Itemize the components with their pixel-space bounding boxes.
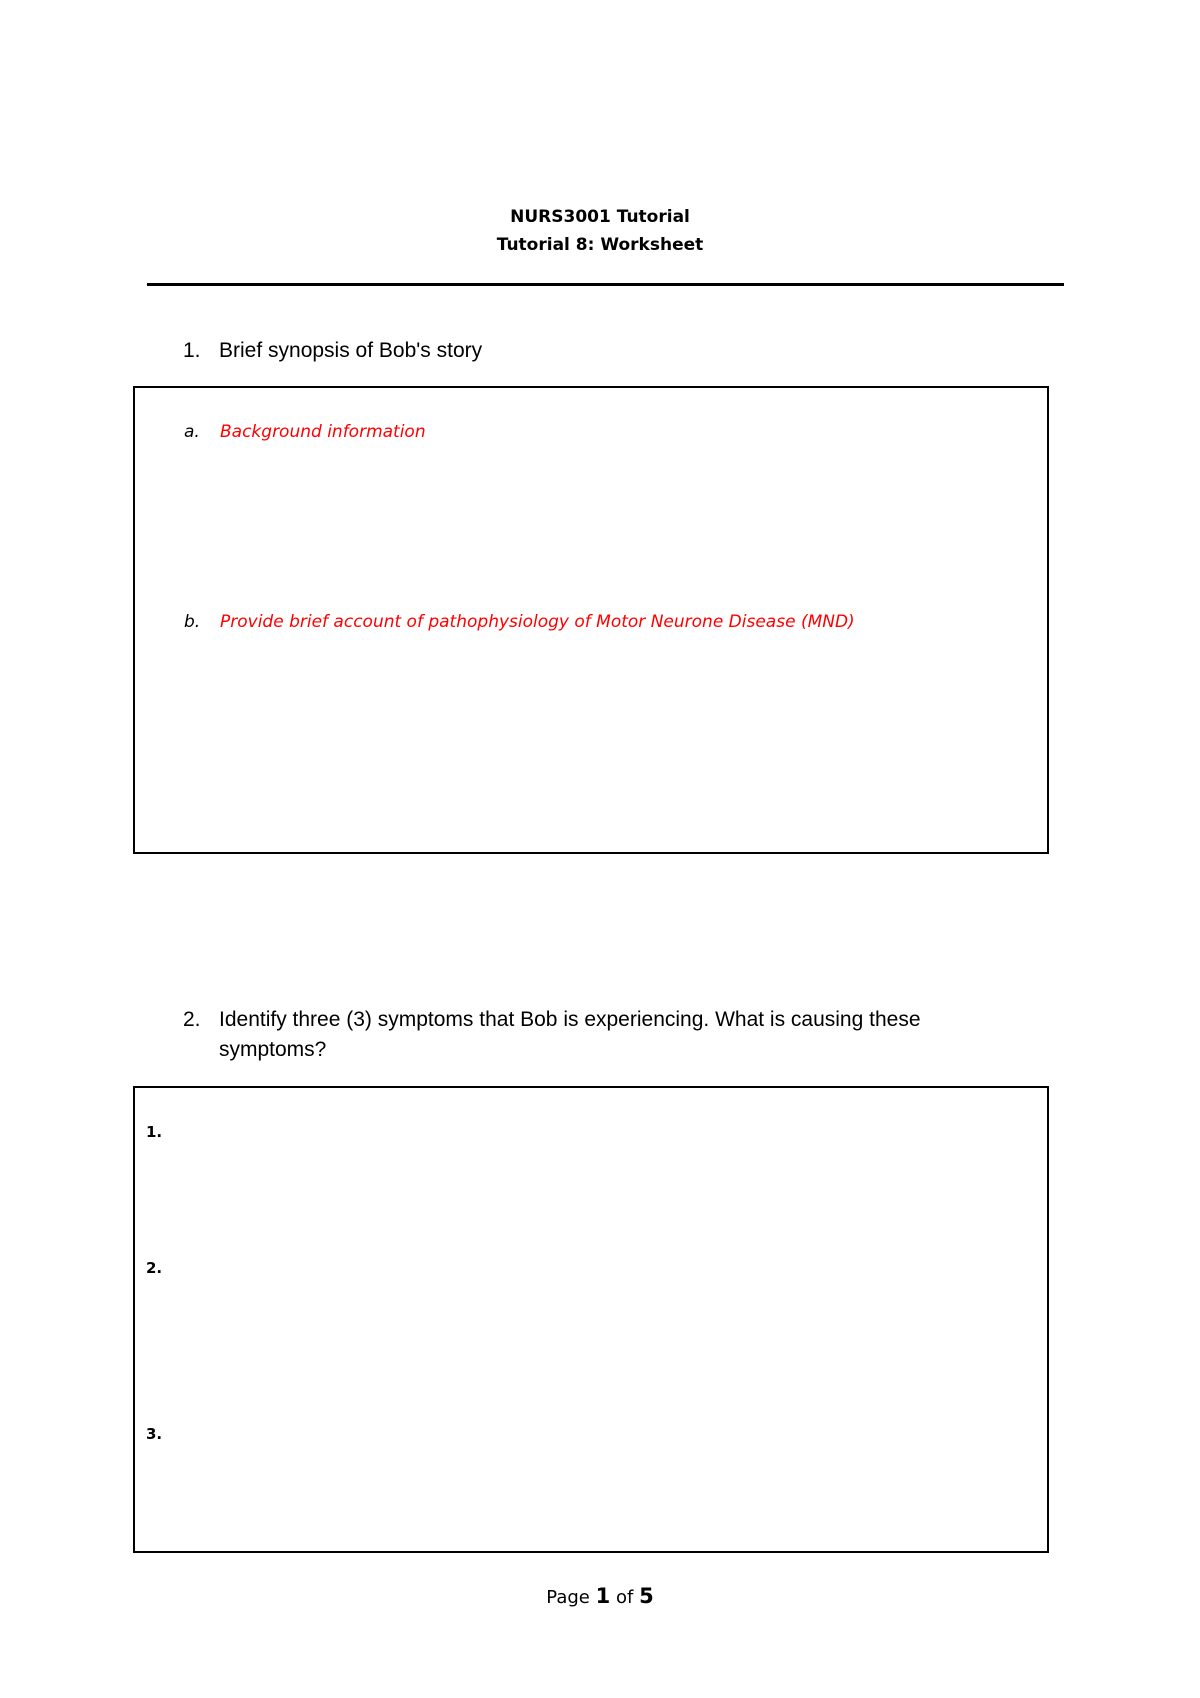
of-word: of [615, 1587, 634, 1608]
question-2-text: Identify three (3) symptoms that Bob is experiencing. What is causing these symptoms? [219, 1008, 921, 1061]
question-1 [183, 336, 999, 366]
course-title: NURS3001 Tutorial [510, 207, 690, 227]
item-a-text: Background information [220, 422, 426, 442]
item-a [184, 420, 426, 444]
page-header [0, 203, 1200, 259]
question-1-number: 1. [183, 339, 201, 362]
question-2-answer-box[interactable] [133, 1086, 1049, 1553]
symptom-1-number: 1. [146, 1123, 163, 1141]
symptom-3-number: 3. [146, 1425, 163, 1443]
worksheet-title: Tutorial 8: Worksheet [496, 235, 704, 255]
page-word: Page [546, 1587, 590, 1608]
header-divider [147, 283, 1064, 286]
item-b-text: Provide brief account of pathophysiology of Motor Neurone Disease (MND) [220, 612, 855, 632]
question-1-answer-box[interactable] [133, 386, 1049, 854]
total-pages-number: 5 [639, 1584, 654, 1608]
question-2 [183, 1005, 999, 1065]
symptom-2-number: 2. [146, 1259, 163, 1277]
question-1-text: Brief synopsis of Bob's story [219, 339, 483, 362]
item-b [184, 610, 855, 634]
page-footer [0, 1582, 1200, 1612]
item-a-letter: a. [184, 422, 200, 442]
item-b-letter: b. [184, 612, 201, 632]
question-2-number: 2. [183, 1008, 201, 1031]
current-page-number: 1 [595, 1584, 611, 1608]
